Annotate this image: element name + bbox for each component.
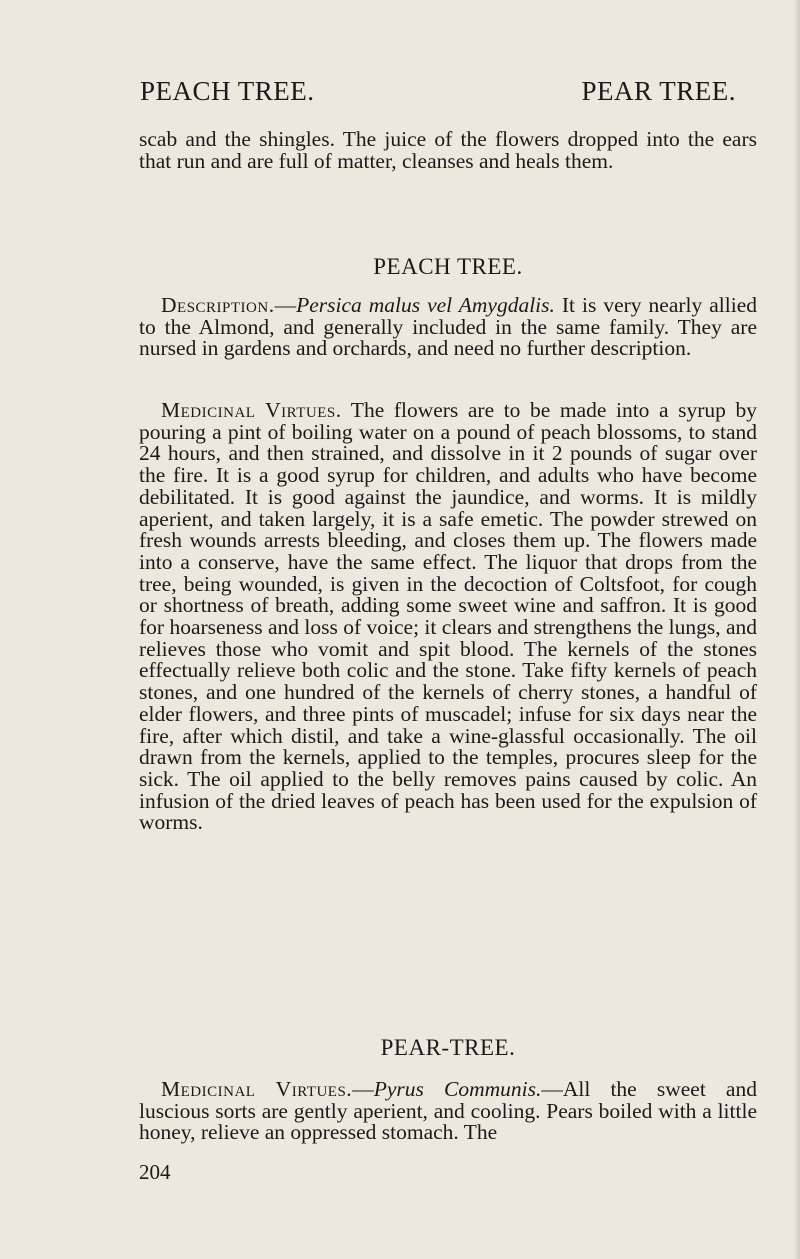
peach-virtues-paragraph	[139, 400, 757, 834]
peach-description-paragraph	[139, 295, 757, 360]
peach-virtues-lead: Medicinal Virtues.	[161, 398, 342, 422]
running-head	[140, 76, 736, 107]
pear-virtues-lead: Medicinal Virtues.	[161, 1077, 353, 1101]
pear-virtues-dash: —	[352, 1077, 374, 1101]
peach-virtues-text: The flowers are to be made into a syrup by pouring a pint of boiling water on a pound of peach blossoms, to stand 24 hours, and then strained, and dissolve in it 2 pounds of sugar over the fire. It is a good syrup for children, and adults who have become debilitated. It is good against the jaundice, and worms. It is mildly aperient, and taken largely, it is a safe emetic. The powder strewed on fresh wounds arrests bleeding, and closes them up. The flowers made into a conserve, have the same effect. The liquor that drops from the tree, being wounded, is given in the decoction of Coltsfoot, for cough or shortness of breath, adding some sweet wine and saffron. It is good for hoarseness and loss of voice; it clears and strengthens the lungs, and relieves those who vomit and spit blood. The kernels of the stones effectually relieve both colic and the stone. Take fifty kernels of peach stones, and one hundred of the kernels of cherry stones, a handful of elder flowers, and three pints of muscadel; infuse for six days near the fire, after which distil, and take a wine-glassful occasionally. The oil drawn from the kernels, applied to the temples, procures sleep for the sick. The oil applied to the belly removes pains caused by colic. An infusion of the dried leaves of peach has been used for the expulsion of worms.	[139, 398, 757, 835]
peach-latin-name: Persica malus vel Amygdalis.	[296, 293, 555, 317]
page-edge-shadow	[794, 0, 800, 1259]
pear-virtues-paragraph	[139, 1079, 757, 1144]
running-head-right: PEAR TREE.	[581, 76, 736, 106]
pear-latin-name: Pyrus Communis.	[373, 1077, 542, 1101]
description-dash: —	[274, 293, 297, 317]
continuation-paragraph: scab and the shingles. The juice of the flowers dropped into the ears that run and are full of matter, cleanses and heals them.	[139, 127, 757, 173]
section-title-pear-tree: PEAR-TREE.	[380, 1035, 516, 1060]
running-head-left: PEACH TREE.	[140, 76, 315, 106]
page-number: 204	[139, 1160, 171, 1184]
pear-virtues-text: —All the sweet and luscious sorts are gently aperient, and cooling. Pears boiled with a little honey, relieve an oppressed stomach. The	[139, 1077, 757, 1145]
section-title-peach-tree: PEACH TREE.	[373, 254, 523, 279]
peach-description-text: It is very nearly allied to the Almond, and generally included in the same family. They are nursed in gardens and orchards, and need no further description.	[139, 293, 757, 361]
description-lead: Description.	[161, 293, 275, 317]
